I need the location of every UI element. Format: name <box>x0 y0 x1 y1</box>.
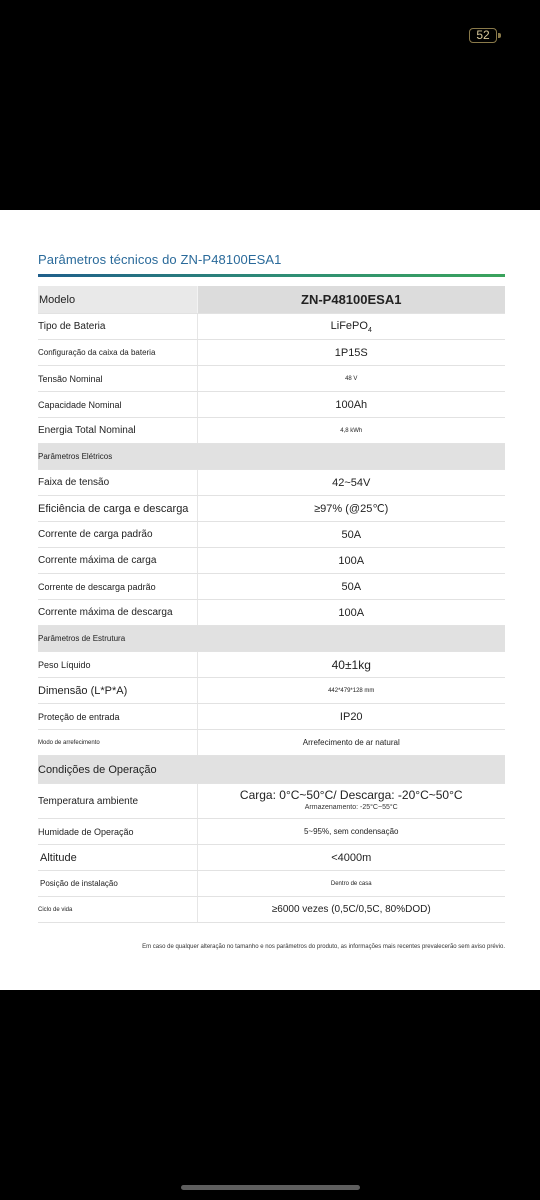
battery-level: 52 <box>476 28 490 42</box>
row-label: Corrente de carga padrão <box>38 522 197 548</box>
spec-table <box>38 286 505 923</box>
row-value: 4,8 kWh <box>197 418 505 444</box>
row-value <box>197 784 505 819</box>
table-row <box>38 897 505 923</box>
table-row <box>38 392 505 418</box>
section-title: Condições de Operação <box>38 756 505 784</box>
section-row-operation <box>38 756 505 784</box>
row-value: 40±1kg <box>197 652 505 678</box>
row-value: 50A <box>197 522 505 548</box>
row-value: ≥97% (@25℃) <box>197 496 505 522</box>
header-label: Modelo <box>38 286 197 314</box>
header-model: ZN-P48100ESA1 <box>197 286 505 314</box>
row-value: 48 V <box>197 366 505 392</box>
value-main: LiFePO <box>330 319 368 332</box>
table-row <box>38 730 505 756</box>
row-label: Temperatura ambiente <box>38 784 197 819</box>
table-row <box>38 819 505 845</box>
row-label: Modo de arrefecimento <box>38 730 197 756</box>
row-label: Dimensão (L*P*A) <box>38 678 197 704</box>
row-value: 100A <box>197 548 505 574</box>
row-label: Corrente máxima de descarga <box>38 600 197 626</box>
row-value: 5~95%, sem condensação <box>197 819 505 845</box>
spec-sheet-image <box>0 210 540 990</box>
value-sub: Armazenamento: -25°C~55°C <box>304 804 398 811</box>
row-value: 42~54V <box>197 470 505 496</box>
section-row-electrical <box>38 444 505 470</box>
status-bar <box>0 0 540 60</box>
table-row <box>38 548 505 574</box>
table-row <box>38 522 505 548</box>
row-value: ≥6000 vezes (0,5C/0,5C, 80%DOD) <box>197 897 505 923</box>
row-value: 50A <box>197 574 505 600</box>
row-label: Eficiência de carga e descarga <box>38 496 197 522</box>
row-label: Proteção de entrada <box>38 704 197 730</box>
row-value: Dentro de casa <box>197 871 505 897</box>
row-label: Tensão Nominal <box>38 366 197 392</box>
row-label: Peso Líquido <box>38 652 197 678</box>
row-value: <4000m <box>197 845 505 871</box>
row-label: Corrente de descarga padrão <box>38 574 197 600</box>
table-row <box>38 340 505 366</box>
table-row <box>38 871 505 897</box>
row-value: Arrefecimento de ar natural <box>197 730 505 756</box>
table-row <box>38 366 505 392</box>
section-title: Parâmetros Elétricos <box>38 444 505 470</box>
table-header-row <box>38 286 505 314</box>
row-label: Energia Total Nominal <box>38 418 197 444</box>
table-row <box>38 418 505 444</box>
row-value: 100A <box>197 600 505 626</box>
table-row <box>38 314 505 340</box>
table-row <box>38 470 505 496</box>
title-underline <box>38 274 505 277</box>
row-label: Tipo de Bateria <box>38 314 197 340</box>
section-row-structure <box>38 626 505 652</box>
table-row <box>38 496 505 522</box>
section-title: Parâmetros de Estrutura <box>38 626 505 652</box>
row-value: 1P15S <box>197 340 505 366</box>
row-label: Capacidade Nominal <box>38 392 197 418</box>
row-label: Altitude <box>38 845 197 871</box>
battery-icon <box>469 28 497 43</box>
footnote: Em caso de qualquer alteração no tamanho e nos parâmetros do produto, as informações mais recentes prevalecerão sem aviso prévio. <box>142 944 505 950</box>
home-indicator[interactable] <box>181 1185 360 1190</box>
row-label: Configuração da caixa da bateria <box>38 340 197 366</box>
table-row <box>38 652 505 678</box>
table-row <box>38 574 505 600</box>
document-title: Parâmetros técnicos do ZN-P48100ESA1 <box>38 252 282 267</box>
row-value: 442*479*128 mm <box>197 678 505 704</box>
value-subscript: 4 <box>367 326 372 334</box>
value-main: Carga: 0°C~50°C/ Descarga: -20°C~50°C <box>239 788 463 802</box>
row-value: IP20 <box>197 704 505 730</box>
table-row <box>38 678 505 704</box>
table-row <box>38 704 505 730</box>
row-label: Humidade de Operação <box>38 819 197 845</box>
table-row <box>38 845 505 871</box>
row-value <box>197 314 505 340</box>
row-label: Ciclo de vida <box>38 897 197 923</box>
row-label: Corrente máxima de carga <box>38 548 197 574</box>
table-row <box>38 784 505 819</box>
row-label: Faixa de tensão <box>38 470 197 496</box>
table-row <box>38 600 505 626</box>
row-label: Posição de instalação <box>38 871 197 897</box>
row-value: 100Ah <box>197 392 505 418</box>
